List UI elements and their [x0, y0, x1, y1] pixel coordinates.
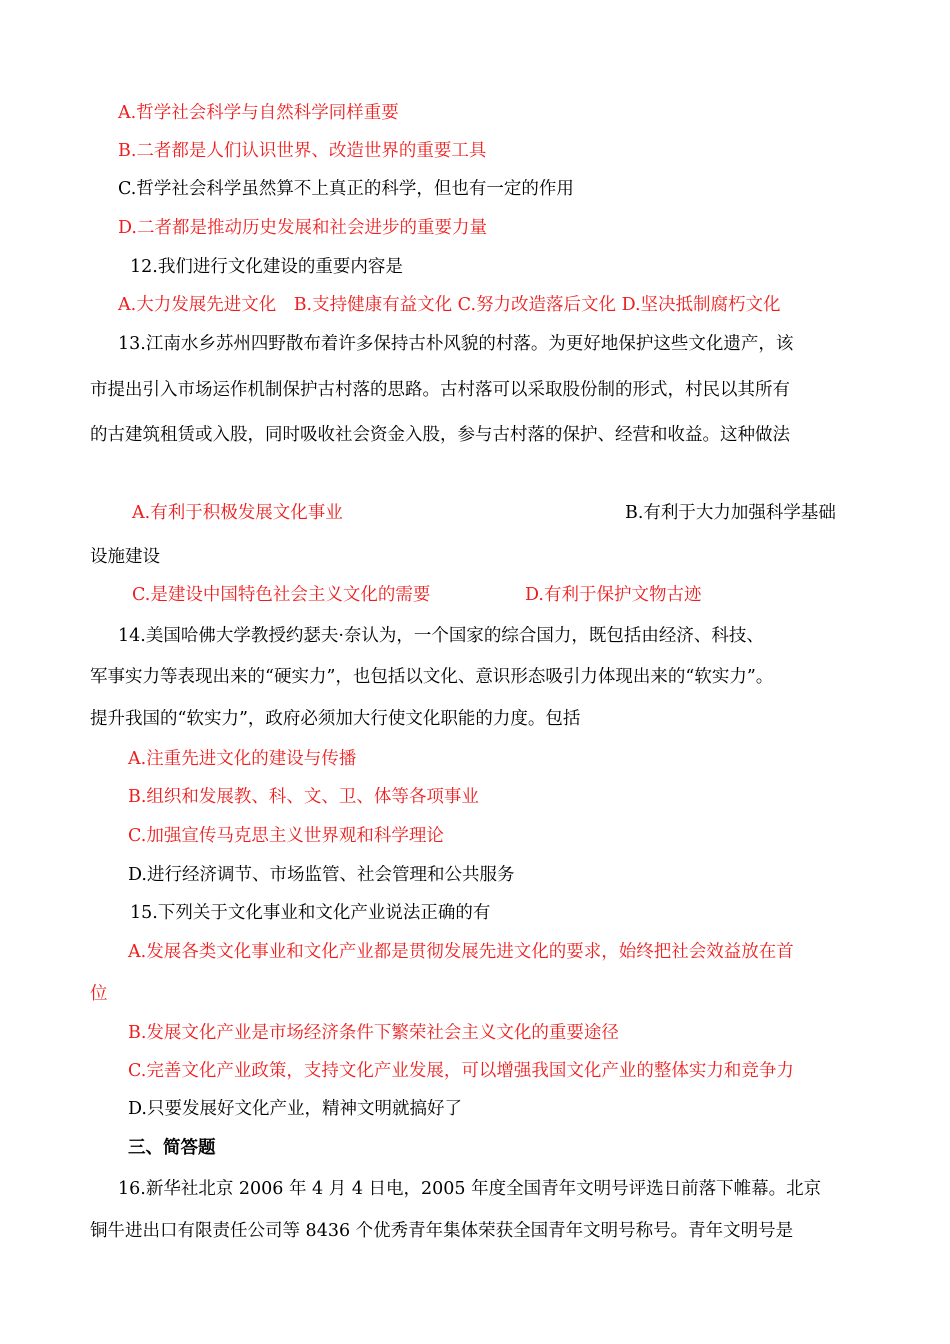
question-15-option-a: A.发展各类文化事业和文化产业都是贯彻发展先进文化的要求，始终把社会效益放在首 [128, 942, 794, 962]
question-13-cont-2: 的古建筑租赁或入股，同时吸收社会资金入股，参与古村落的保护、经营和收益。这种做法 [90, 425, 790, 445]
question-13: 13.江南水乡苏州四野散布着许多保持古朴风貌的村落。为更好地保护这些文化遗产，该 [118, 334, 794, 354]
option-c-line: C.哲学社会科学虽然算不上真正的科学，但也有一定的作用 [118, 179, 574, 199]
question-15-option-d: D.只要发展好文化产业，精神文明就搞好了 [128, 1099, 462, 1119]
option-a-line: A.哲学社会科学与自然科学同样重要 [118, 103, 399, 123]
question-15: 15.下列关于文化事业和文化产业说法正确的有 [130, 903, 491, 923]
question-14-cont-2: 提升我国的“软实力”，政府必须加大行使文化职能的力度。包括 [90, 709, 581, 729]
question-16-cont: 铜牛进出口有限责任公司等 8436 个优秀青年集体荣获全国青年文明号称号。青年文明号是 [90, 1221, 794, 1241]
question-14-option-d: D.进行经济调节、市场监管、社会管理和公共服务 [128, 865, 515, 885]
section-heading: 三、简答题 [128, 1138, 216, 1158]
question-12: 12.我们进行文化建设的重要内容是 [130, 257, 403, 277]
question-14: 14.美国哈佛大学教授约瑟夫·奈认为，一个国家的综合国力，既包括由经济、科技、 [118, 626, 764, 646]
question-13-option-b: B.有利于大力加强科学基础 [625, 503, 836, 523]
question-14-option-a: A.注重先进文化的建设与传播 [128, 749, 357, 769]
option-d-line: D.二者都是推动历史发展和社会进步的重要力量 [118, 218, 487, 238]
question-12-options: A.大力发展先进文化 B.支持健康有益文化 C.努力改造落后文化 D.坚决抵制腐朽文化 [118, 295, 781, 315]
question-15-option-b: B.发展文化产业是市场经济条件下繁荣社会主义文化的重要途径 [128, 1023, 619, 1043]
question-15-option-a-cont: 位 [90, 984, 108, 1004]
question-13-option-c: C.是建设中国特色社会主义文化的需要 [132, 585, 431, 605]
question-13-option-a: A.有利于积极发展文化事业 [132, 503, 343, 523]
question-14-cont-1: 军事实力等表现出来的“硬实力”，也包括以文化、意识形态吸引力体现出来的“软实力”。 [90, 667, 774, 687]
question-13-option-b-cont: 设施建设 [90, 547, 160, 567]
question-16: 16.新华社北京 2006 年 4 月 4 日电，2005 年度全国青年文明号评选日前落下帷幕。北京 [118, 1179, 822, 1199]
question-13-cont-1: 市提出引入市场运作机制保护古村落的思路。古村落可以采取股份制的形式，村民以其所有 [90, 380, 790, 400]
question-15-option-c: C.完善文化产业政策，支持文化产业发展，可以增强我国文化产业的整体实力和竞争力 [128, 1061, 794, 1081]
question-14-option-b: B.组织和发展教、科、文、卫、体等各项事业 [128, 787, 479, 807]
option-b-line: B.二者都是人们认识世界、改造世界的重要工具 [118, 141, 487, 161]
question-13-option-d: D.有利于保护文物古迹 [525, 585, 702, 605]
question-14-option-c: C.加强宣传马克思主义世界观和科学理论 [128, 826, 444, 846]
